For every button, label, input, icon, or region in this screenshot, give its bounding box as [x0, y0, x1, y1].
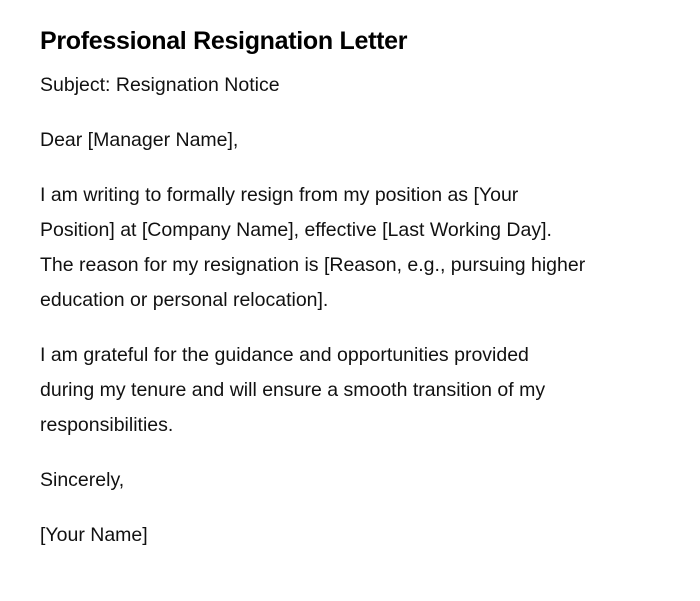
subject-line: Subject: Resignation Notice: [40, 74, 280, 96]
body-paragraph-1: [40, 178, 680, 318]
letter-title: Professional Resignation Letter: [40, 27, 408, 55]
body-paragraph-2: [40, 338, 680, 443]
text-line: during my tenure and will ensure a smooth transition of my: [40, 379, 546, 401]
letter-document: [40, 24, 680, 573]
text-line: education or personal relocation].: [40, 289, 329, 311]
text-line: responsibilities.: [40, 414, 174, 436]
text-line: Position] at [Company Name], effective [Last Working Day].: [40, 219, 552, 241]
salutation: Dear [Manager Name],: [40, 129, 239, 151]
text-line: I am grateful for the guidance and opportunities provided: [40, 344, 529, 366]
signature: [Your Name]: [40, 524, 148, 546]
closing: Sincerely,: [40, 469, 125, 491]
text-line: The reason for my resignation is [Reason, e.g., pursuing higher: [40, 254, 586, 276]
text-line: I am writing to formally resign from my position as [Your: [40, 184, 519, 206]
